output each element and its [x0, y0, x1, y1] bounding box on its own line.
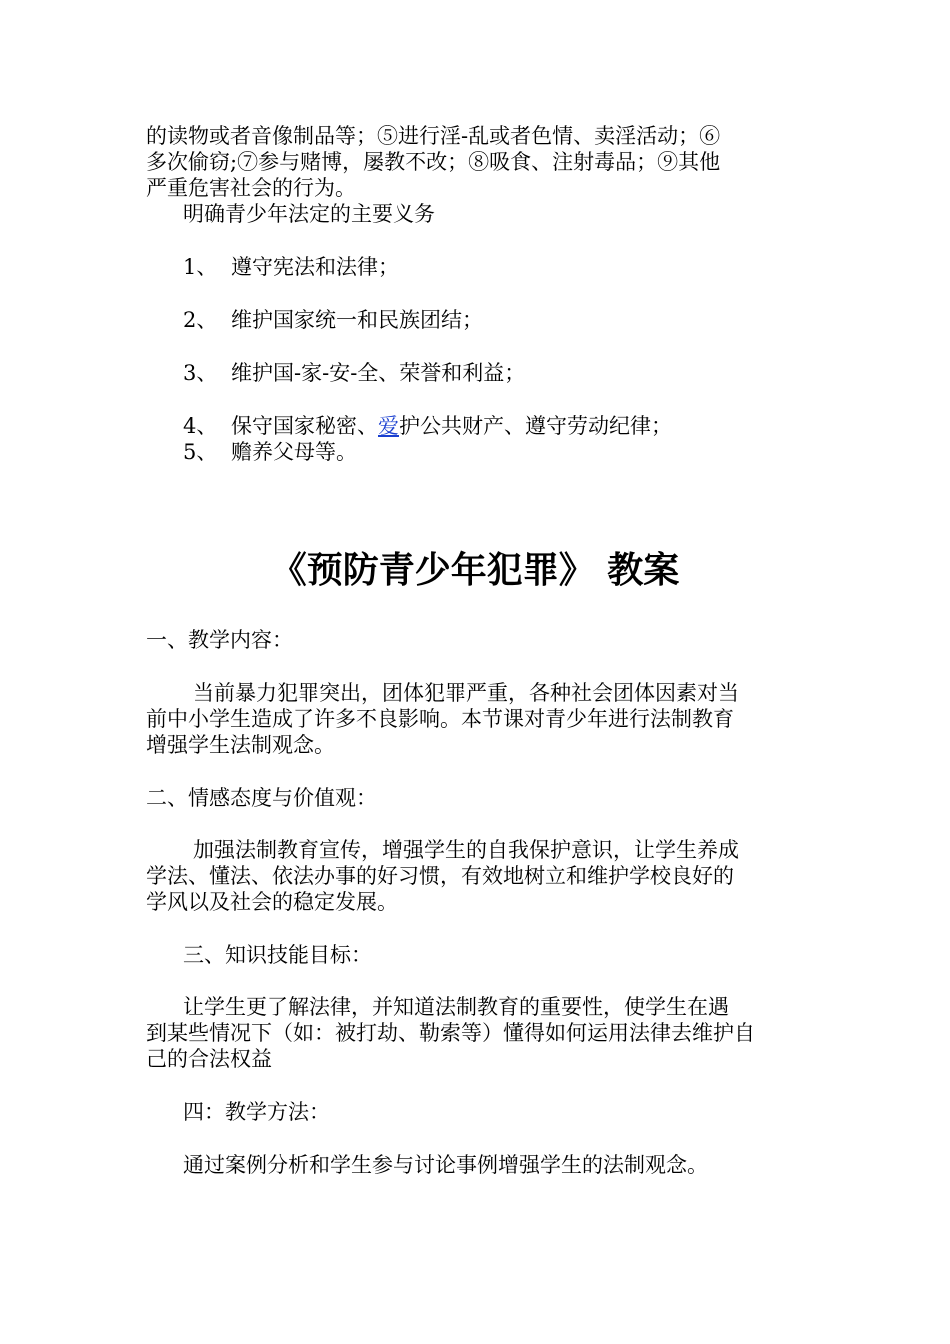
duty-number: 3、 [183, 361, 218, 385]
duty-text: 维护国家统一和民族团结； [231, 308, 483, 332]
section-heading: 四：教学方法： [183, 1100, 330, 1124]
text-line: 的读物或者音像制品等；⑤进行淫-乱或者色情、卖淫活动；⑥ [146, 124, 721, 148]
text-line: 己的合法权益 [146, 1047, 272, 1071]
text-line: 前中小学生造成了许多不良影响。本节课对青少年进行法制教育 [146, 707, 734, 731]
duties-heading: 明确青少年法定的主要义务 [183, 202, 435, 226]
duty-number: 4、 [183, 414, 218, 438]
duty-item [183, 308, 843, 332]
text-line: 学风以及社会的稳定发展。 [146, 890, 398, 914]
duty-text: 护公共财产、遵守劳动纪律； [399, 414, 672, 438]
duty-text: 保守国家秘密、 [231, 414, 378, 438]
lesson-plan-title: 《预防青少年犯罪》 教案 [270, 549, 680, 591]
text-line: 通过案例分析和学生参与讨论事例增强学生的法制观念。 [183, 1153, 708, 1177]
text-line: 到某些情况下（如：被打劫、勒索等）懂得如何运用法律去维护自 [146, 1021, 755, 1045]
duty-number: 5、 [183, 440, 218, 464]
text-line: 当前暴力犯罪突出，团体犯罪严重，各种社会团体因素对当 [193, 681, 739, 705]
duty-number: 1、 [183, 255, 218, 279]
text-line: 加强法制教育宣传，增强学生的自我保护意识，让学生养成 [193, 838, 739, 862]
duty-item [183, 255, 843, 279]
duty-text: 维护国-家-安-全、荣誉和利益； [231, 361, 526, 385]
duty-text: 赡养父母等。 [231, 440, 357, 464]
duty-item [183, 414, 843, 438]
text-line: 增强学生法制观念。 [146, 733, 335, 757]
section-heading: 一、教学内容： [146, 628, 293, 652]
section-heading: 二、情感态度与价值观： [146, 786, 377, 810]
duty-number: 2、 [183, 308, 218, 332]
hyperlink[interactable]: 爱 [378, 414, 399, 438]
section-heading: 三、知识技能目标： [183, 943, 372, 967]
duty-item [183, 440, 843, 464]
text-line: 让学生更了解法律，并知道法制教育的重要性，使学生在遇 [183, 995, 729, 1019]
text-line: 多次偷窃;⑦参与赌博，屡教不改；⑧吸食、注射毒品；⑨其他 [146, 150, 721, 174]
duty-text: 遵守宪法和法律； [231, 255, 399, 279]
text-line: 严重危害社会的行为。 [146, 176, 356, 200]
text-line: 学法、懂法、依法办事的好习惯，有效地树立和维护学校良好的 [146, 864, 734, 888]
duty-item [183, 361, 843, 385]
